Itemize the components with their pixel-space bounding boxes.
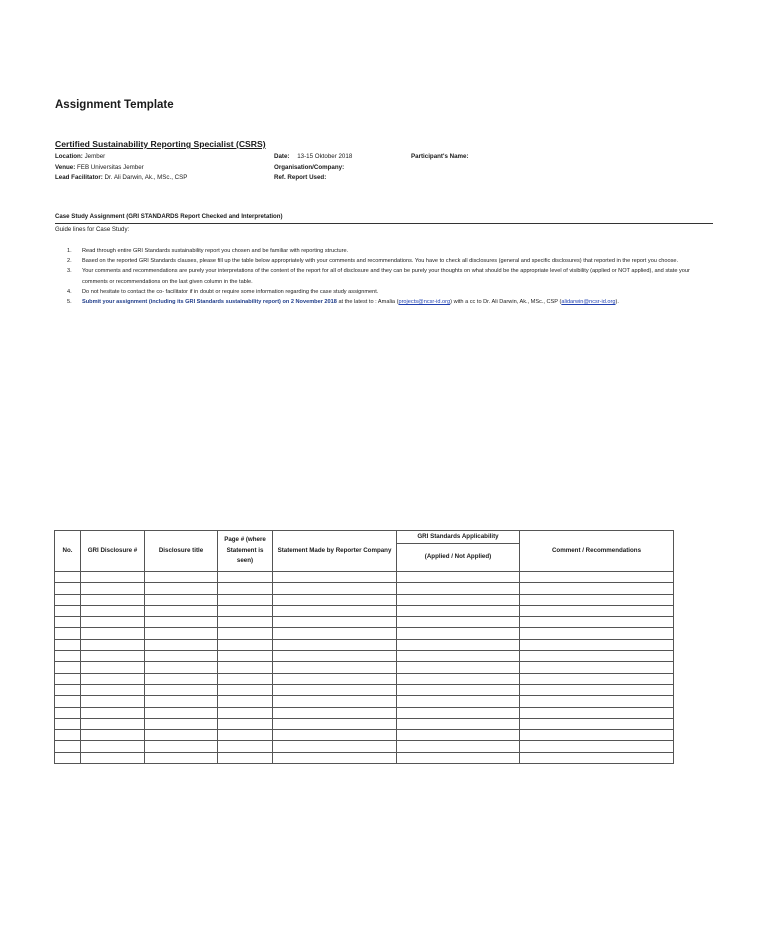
table-row: [55, 673, 674, 684]
table-cell[interactable]: [81, 684, 145, 695]
table-cell[interactable]: [218, 730, 273, 741]
participant-label: Participant's Name:: [411, 153, 469, 160]
table-cell[interactable]: [55, 583, 81, 594]
table-cell[interactable]: [145, 673, 218, 684]
table-cell[interactable]: [218, 628, 273, 639]
col-header-gri-disclosure: GRI Disclosure #: [81, 531, 145, 572]
submission-deadline: Submit your assignment (including its GRI Standards sustainability report) on 2 November 2018: [82, 299, 337, 306]
table-cell[interactable]: [397, 651, 520, 662]
table-cell[interactable]: [81, 707, 145, 718]
table-cell[interactable]: [81, 628, 145, 639]
table-cell[interactable]: [520, 752, 674, 763]
meta-venue: Venue: FEB Universitas Jember: [55, 163, 144, 171]
table-cell[interactable]: [55, 605, 81, 616]
table-cell[interactable]: [55, 662, 81, 673]
table-row: [55, 752, 674, 763]
meta-location: Location: Jember: [55, 153, 106, 160]
table-cell[interactable]: [55, 696, 81, 707]
table-cell[interactable]: [397, 583, 520, 594]
table-cell[interactable]: [55, 673, 81, 684]
table-cell[interactable]: [81, 594, 145, 605]
table-cell[interactable]: [520, 572, 674, 583]
table-row: [55, 718, 674, 729]
col-header-page: Page # (where Statement is seen): [218, 531, 273, 572]
table-cell[interactable]: [55, 684, 81, 695]
table-cell[interactable]: [81, 673, 145, 684]
table-cell[interactable]: [218, 594, 273, 605]
col-header-gri-applicability: GRI Standards Applicability: [397, 531, 520, 544]
divider: [55, 223, 713, 224]
table-row: [55, 594, 674, 605]
table-cell[interactable]: [218, 696, 273, 707]
guideline-item: 4. Do not hesitate to contact the co- facilitator if in doubt or require some information regarding the case study assignment.: [67, 288, 379, 295]
table-cell[interactable]: [145, 628, 218, 639]
table-cell[interactable]: [218, 684, 273, 695]
col-header-applied: (Applied / Not Applied): [397, 544, 520, 572]
table-cell[interactable]: [55, 718, 81, 729]
table-cell[interactable]: [81, 572, 145, 583]
table-cell[interactable]: [397, 730, 520, 741]
table-cell[interactable]: [520, 730, 674, 741]
col-header-no: No.: [55, 531, 81, 572]
table-cell[interactable]: [218, 617, 273, 628]
table-row: [55, 605, 674, 616]
table-cell[interactable]: [520, 628, 674, 639]
table-body: [55, 572, 674, 764]
table-cell[interactable]: [218, 741, 273, 752]
table-row: [55, 639, 674, 650]
assessment-table: [54, 530, 674, 764]
table-cell[interactable]: [273, 696, 397, 707]
table-cell[interactable]: [273, 673, 397, 684]
table-row: [55, 741, 674, 752]
table-cell[interactable]: [145, 684, 218, 695]
table-cell[interactable]: [218, 707, 273, 718]
table-cell[interactable]: [81, 696, 145, 707]
table-cell[interactable]: [218, 583, 273, 594]
table-cell[interactable]: [397, 718, 520, 729]
table-cell[interactable]: [397, 572, 520, 583]
table-cell[interactable]: [81, 651, 145, 662]
case-study-title: Case Study Assignment (GRI STANDARDS Report Checked and Interpretation): [55, 213, 283, 220]
table-cell[interactable]: [273, 617, 397, 628]
table-cell[interactable]: [218, 639, 273, 650]
table-cell[interactable]: [520, 718, 674, 729]
table-cell[interactable]: [273, 572, 397, 583]
table-cell[interactable]: [145, 707, 218, 718]
table-cell[interactable]: [397, 628, 520, 639]
table-cell[interactable]: [520, 707, 674, 718]
email-link-alidarwin[interactable]: alidarwin@ncsr-id.org: [561, 299, 616, 306]
table-cell[interactable]: [145, 662, 218, 673]
table-row: [55, 730, 674, 741]
table-cell[interactable]: [520, 662, 674, 673]
meta-middle: [274, 152, 352, 184]
table-row: [55, 628, 674, 639]
table-cell[interactable]: [397, 752, 520, 763]
table-cell[interactable]: [145, 583, 218, 594]
table-cell[interactable]: [520, 594, 674, 605]
table-cell[interactable]: [273, 752, 397, 763]
table-cell[interactable]: [397, 617, 520, 628]
table-cell[interactable]: [520, 673, 674, 684]
table-cell[interactable]: [81, 639, 145, 650]
table-cell[interactable]: [520, 583, 674, 594]
table-cell[interactable]: [397, 707, 520, 718]
table-cell[interactable]: [397, 605, 520, 616]
table-cell[interactable]: [145, 718, 218, 729]
table-cell[interactable]: [55, 730, 81, 741]
table-cell[interactable]: [397, 673, 520, 684]
table-cell[interactable]: [273, 628, 397, 639]
table-cell[interactable]: [145, 572, 218, 583]
table-cell[interactable]: [145, 605, 218, 616]
table-row: [55, 684, 674, 695]
table-cell[interactable]: [520, 684, 674, 695]
col-header-comment: Comment / Recommendations: [520, 531, 674, 572]
table-cell[interactable]: [145, 594, 218, 605]
table-cell[interactable]: [397, 741, 520, 752]
table-cell[interactable]: [273, 718, 397, 729]
document-title: Assignment Template: [55, 99, 174, 111]
table-cell[interactable]: [273, 594, 397, 605]
table-row: [55, 662, 674, 673]
table-row: [55, 572, 674, 583]
table-cell[interactable]: [81, 752, 145, 763]
table-cell[interactable]: [55, 617, 81, 628]
meta-participant: [411, 152, 469, 163]
table-cell[interactable]: [273, 639, 397, 650]
table-cell[interactable]: [520, 651, 674, 662]
course-title: Certified Sustainability Reporting Specialist (CSRS): [55, 139, 266, 149]
table-cell[interactable]: [520, 605, 674, 616]
table-cell[interactable]: [273, 684, 397, 695]
meta-organisation: Organisation/Company:: [274, 163, 345, 171]
meta-report: Ref. Report Used:: [274, 174, 327, 181]
table-cell[interactable]: [520, 696, 674, 707]
table-cell[interactable]: [218, 718, 273, 729]
guideline-item: 1. Read through entire GRI Standards sustainability report you chosen and be familiar with reporting structure.: [67, 248, 349, 254]
table-cell[interactable]: [397, 662, 520, 673]
table-cell[interactable]: [145, 696, 218, 707]
guideline-item-submission: 5. Submit your assignment (including its GRI Standards sustainability report) on 2 November 2018 at the latest to : Amalia (projects@ncsr-id.org) with a cc to Dr. Ali Darwin, Ak., MSc., CSP (alidarwin@ncsr-id.org).: [67, 299, 619, 306]
table-cell[interactable]: [81, 718, 145, 729]
table-cell[interactable]: [397, 639, 520, 650]
table-cell[interactable]: [81, 605, 145, 616]
meta-date: Date: 13-15 Oktober 2018: [274, 153, 353, 160]
meta-left: [55, 152, 187, 184]
table-row: [55, 651, 674, 662]
table-cell[interactable]: [145, 639, 218, 650]
table-cell[interactable]: [218, 572, 273, 583]
table-row: [55, 617, 674, 628]
table-cell[interactable]: [55, 572, 81, 583]
table-cell[interactable]: [145, 741, 218, 752]
table-cell[interactable]: [218, 662, 273, 673]
table-cell[interactable]: [55, 594, 81, 605]
col-header-disclosure-title: Disclosure title: [145, 531, 218, 572]
col-header-statement: Statement Made by Reporter Company: [273, 531, 397, 572]
table-cell[interactable]: [397, 684, 520, 695]
email-link-projects[interactable]: projects@ncsr-id.org: [398, 299, 451, 306]
table-cell[interactable]: [273, 605, 397, 616]
table-cell[interactable]: [55, 707, 81, 718]
table-cell[interactable]: [218, 752, 273, 763]
table-row: [55, 707, 674, 718]
table-cell[interactable]: [273, 583, 397, 594]
table-row: [55, 696, 674, 707]
table-cell[interactable]: [273, 707, 397, 718]
table-cell[interactable]: [81, 617, 145, 628]
table-cell[interactable]: [520, 639, 674, 650]
table-cell[interactable]: [55, 752, 81, 763]
table-cell[interactable]: [55, 639, 81, 650]
table-cell[interactable]: [273, 741, 397, 752]
table-cell[interactable]: [81, 730, 145, 741]
table-cell[interactable]: [55, 651, 81, 662]
table-cell[interactable]: [218, 673, 273, 684]
table-cell[interactable]: [55, 628, 81, 639]
table-cell[interactable]: [520, 741, 674, 752]
table-cell[interactable]: [145, 730, 218, 741]
guidelines-heading: Guide lines for Case Study:: [55, 226, 130, 233]
table-cell[interactable]: [145, 752, 218, 763]
meta-lead-facilitator: Lead Facilitator: Dr. Ali Darwin, Ak., MSc., CSP: [55, 174, 188, 181]
table-cell[interactable]: [145, 651, 218, 662]
table-cell[interactable]: [81, 741, 145, 752]
guidelines-list: [62, 246, 714, 307]
table-cell[interactable]: [397, 594, 520, 605]
guideline-item: 3. Your comments and recommendations are purely your interpretations of the content of the report for all of disclosure and they can be purely your thoughts on what should be the appropriate level of visibility (applied or NOT applied), and state your comments or recommendations on the last given column in the table.: [67, 268, 690, 285]
table-cell[interactable]: [81, 662, 145, 673]
table-cell[interactable]: [218, 605, 273, 616]
table-cell[interactable]: [218, 651, 273, 662]
table-row: [55, 583, 674, 594]
table-cell[interactable]: [81, 583, 145, 594]
table-cell[interactable]: [273, 662, 397, 673]
table-cell[interactable]: [273, 730, 397, 741]
table-cell[interactable]: [520, 617, 674, 628]
table-cell[interactable]: [273, 651, 397, 662]
guideline-item: 2. Based on the reported GRI Standards clauses, please fill up the table below appropriately with your comments and recommendations. You have to check all disclosures (general and specific disclosures) that reported in the report you choose.: [67, 258, 679, 265]
table-cell[interactable]: [55, 741, 81, 752]
table-cell[interactable]: [145, 617, 218, 628]
table-cell[interactable]: [397, 696, 520, 707]
